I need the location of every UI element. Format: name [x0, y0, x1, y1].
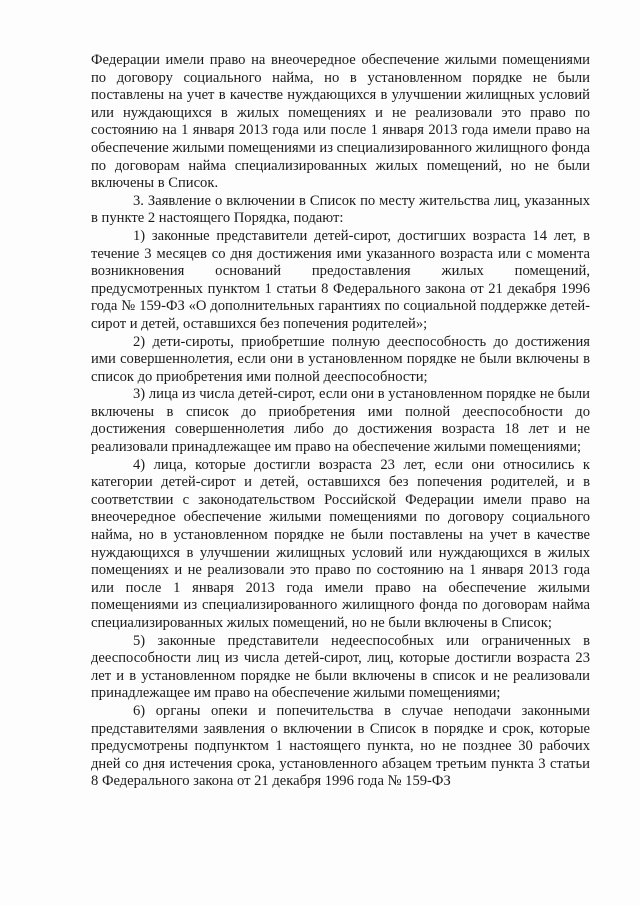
- paragraph-subitem-6: 6) органы опеки и попечительства в случае неподачи законными представителями заявления о включении в Список в порядке и срок, которые предусмотрены подпунктом 1 настоящего пункта, но не позднее 30 рабочих дней со дня истечения срока, установленного абзацем третьим пункта 3 статьи 8 Федерального закона от 21 декабря 1996 года № 159-ФЗ: [91, 702, 590, 790]
- paragraph-subitem-5: 5) законные представители недееспособных или ограниченных в дееспособности лиц из числа детей-сирот, лиц, которые достигли возраста 23 лет и в установленном порядке не были включены в список и не реализовали принадлежащее им право на обеспечение жилыми помещениями;: [91, 632, 590, 702]
- paragraph-item-3: 3. Заявление о включении в Список по месту жительства лиц, указанных в пункте 2 настоящего Порядка, подают:: [91, 192, 590, 227]
- paragraph-subitem-3: 3) лица из числа детей-сирот, если они в установленном порядке не были включены в список до приобретения ими полной дееспособности до достижения совершеннолетия либо до достижения возраста 18 лет и не реализовали принадлежащее им право на обеспечение жилыми помещениями;: [91, 386, 590, 456]
- paragraph-subitem-4: 4) лица, которые достигли возраста 23 лет, если они относились к категории детей-сирот и детей, оставшихся без попечения родителей, и в соответствии с законодательством Российской Федерации имели право на внеочередное обеспечение жилыми помещениями по договору социального найма, но в установленном порядке не были поставлены на учет в качестве нуждающихся в улучшении жилищных условий или нуждающихся в жилых помещениях и не реализовали это право по состоянию на 1 января 2013 года или после 1 января 2013 года имели право на обеспечение жилыми помещениями из специализированного жилищного фонда по договорам найма специализированных жилых помещений, но не были включены в Список;: [91, 456, 590, 631]
- paragraph-subitem-1: 1) законные представители детей-сирот, достигших возраста 14 лет, в течение 3 месяцев со дня достижения ими указанного возраста или с момента возникновения оснований предоставления жилых помещений, предусмотренных пунктом 1 статьи 8 Федерального закона от 21 декабря 1996 года № 159-ФЗ «О дополнительных гарантиях по социальной поддержке детей-сирот и детей, оставшихся без попечения родителей»;: [91, 227, 590, 332]
- paragraph-continuation: Федерации имели право на внеочередное обеспечение жилыми помещениями по договору социального найма, но в установленном порядке не были поставлены на учет в качестве нуждающихся в улучшении жилищных условий или нуждающихся в жилых помещениях и не реализовали это право по состоянию на 1 января 2013 года или после 1 января 2013 года имели право на обеспечение жилыми помещениями из специализированного жилищного фонда по договорам найма специализированных жилых помещений, но не были включены в Список.: [91, 52, 590, 192]
- paragraph-subitem-2: 2) дети-сироты, приобретшие полную дееспособность до достижения ими совершеннолетия, если они в установленном порядке не были включены в список до приобретения ими полной дееспособности;: [91, 333, 590, 385]
